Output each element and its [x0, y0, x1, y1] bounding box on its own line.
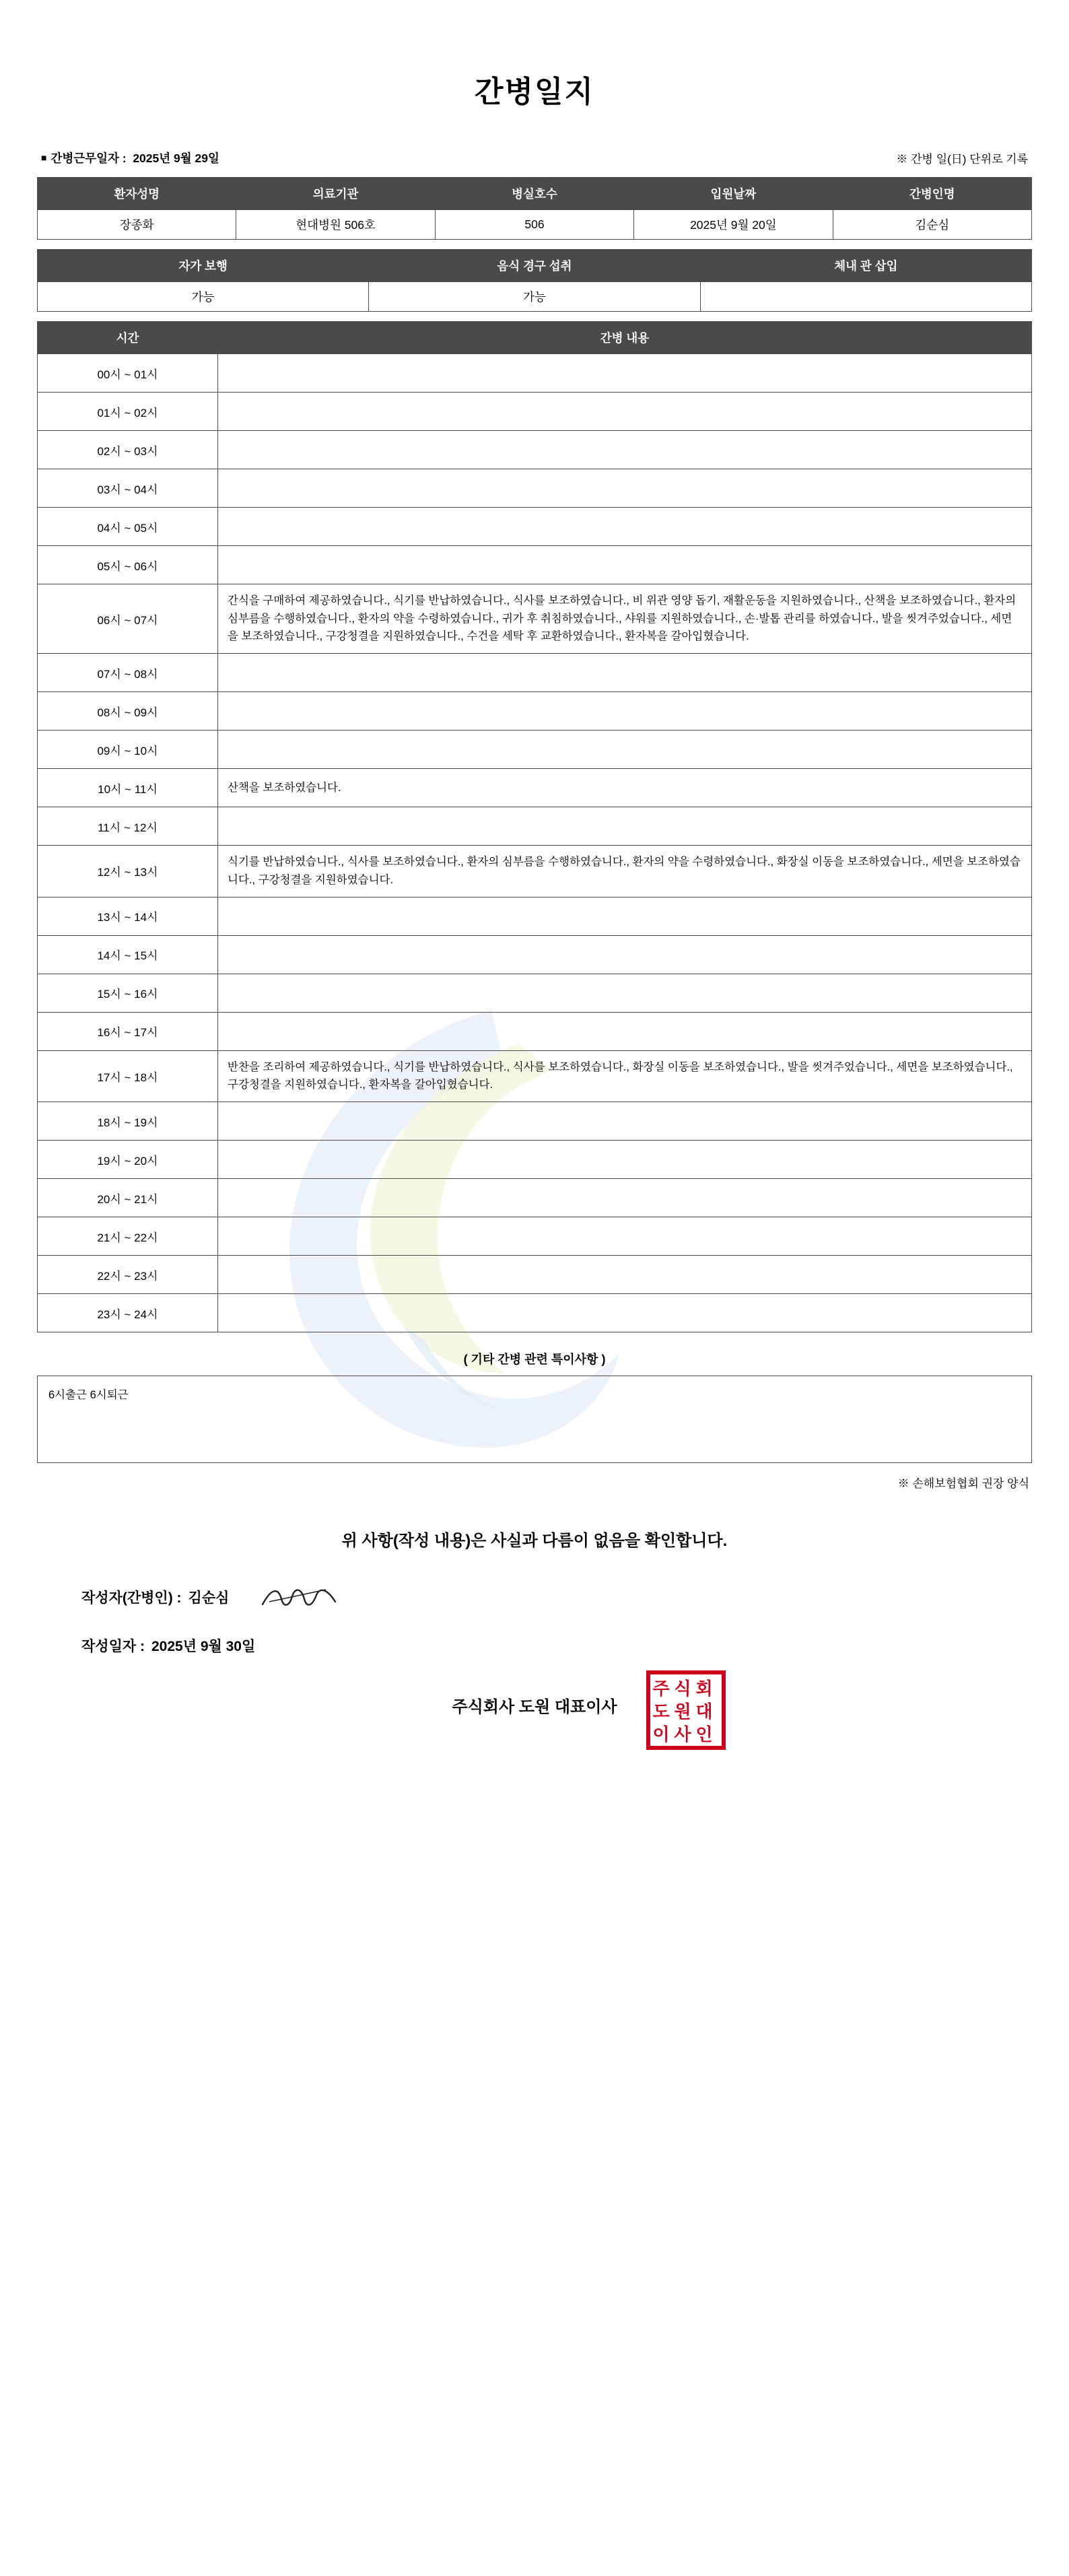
log-time: 21시 ~ 22시	[38, 1217, 218, 1256]
col-room: 병실호수	[435, 178, 633, 210]
log-content	[218, 897, 1032, 935]
log-content	[218, 1179, 1032, 1217]
table-row	[38, 250, 1032, 282]
log-time: 20시 ~ 21시	[38, 1179, 218, 1217]
form-source-note: ※ 손해보험협회 권장 양식	[897, 1477, 1029, 1491]
log-time: 11시 ~ 12시	[38, 807, 218, 846]
log-time: 12시 ~ 13시	[38, 846, 218, 897]
log-time: 16시 ~ 17시	[38, 1012, 218, 1050]
log-content: 산책을 보조하였습니다.	[218, 769, 1032, 807]
table-row	[38, 210, 1032, 240]
val-patient-name: 장종화	[38, 210, 236, 240]
log-time: 07시 ~ 08시	[38, 654, 218, 692]
etc-notes-box: 6시출근 6시퇴근	[37, 1376, 1032, 1463]
log-content	[218, 354, 1032, 393]
svg-text:회: 회	[695, 1679, 713, 1700]
work-date-value: 2025년 9월 29일	[133, 151, 219, 165]
work-date	[41, 149, 219, 166]
log-time: 05시 ~ 06시	[38, 546, 218, 584]
svg-text:이: 이	[652, 1725, 670, 1746]
table-row	[38, 431, 1032, 469]
log-time: 03시 ~ 04시	[38, 469, 218, 508]
table-row	[38, 731, 1032, 769]
log-time: 22시 ~ 23시	[38, 1256, 218, 1294]
patient-info-table	[37, 177, 1032, 240]
table-row	[38, 846, 1032, 897]
col-caregiver: 간병인명	[833, 178, 1031, 210]
val-self-walk: 가능	[38, 282, 369, 312]
table-row	[38, 654, 1032, 692]
table-row	[38, 1141, 1032, 1179]
date-value: 2025년 9월 30일	[151, 1639, 256, 1655]
svg-text:대: 대	[695, 1702, 713, 1723]
table-row	[38, 178, 1032, 210]
log-content: 반찬을 조리하여 제공하였습니다., 식기를 반납하였습니다., 식사를 보조하였습니다., 화장실 이동을 보조하였습니다., 발을 씻겨주었습니다., 세면을 보조하였습니다., 구강청결을 지원하였습니다., 환자복을 갈아입혔습니다.	[218, 1050, 1032, 1101]
table-row	[38, 1050, 1032, 1101]
meta-row	[37, 149, 1032, 166]
log-content	[218, 508, 1032, 546]
date-line	[81, 1635, 1032, 1656]
log-content	[218, 935, 1032, 974]
log-content	[218, 393, 1032, 431]
log-time: 14시 ~ 15시	[38, 935, 218, 974]
table-row	[38, 1256, 1032, 1294]
log-content	[218, 807, 1032, 846]
bullet-square-icon: ■	[41, 152, 47, 163]
log-content	[218, 1294, 1032, 1332]
log-time: 08시 ~ 09시	[38, 692, 218, 731]
log-content	[218, 654, 1032, 692]
col-self-walk: 자가 보행	[38, 250, 369, 282]
table-row	[38, 546, 1032, 584]
log-time: 01시 ~ 02시	[38, 393, 218, 431]
company-line	[37, 1679, 1032, 1746]
log-content	[218, 731, 1032, 769]
log-time: 00시 ~ 01시	[38, 354, 218, 393]
log-content	[218, 431, 1032, 469]
table-row	[38, 322, 1032, 354]
signature-icon	[258, 1582, 339, 1613]
table-row	[38, 354, 1032, 393]
val-admission-date: 2025년 9월 20일	[634, 210, 833, 240]
svg-text:식: 식	[674, 1679, 691, 1700]
col-tube-insertion: 체내 관 삽입	[700, 250, 1031, 282]
author-label: 작성자(간병인) :	[81, 1590, 182, 1606]
confirmation-statement: 위 사항(작성 내용)은 사실과 다름이 없음을 확인합니다.	[341, 1532, 728, 1551]
log-time: 18시 ~ 19시	[38, 1102, 218, 1141]
log-content	[218, 546, 1032, 584]
log-time: 15시 ~ 16시	[38, 974, 218, 1012]
table-row	[38, 1012, 1032, 1050]
author-value: 김순심	[188, 1590, 230, 1606]
company-seal-icon	[646, 1670, 726, 1750]
table-row	[38, 1294, 1032, 1332]
val-oral-intake: 가능	[369, 282, 700, 312]
table-row	[38, 282, 1032, 312]
log-time: 23시 ~ 24시	[38, 1294, 218, 1332]
table-row	[38, 935, 1032, 974]
table-row	[38, 508, 1032, 546]
val-hospital: 현대병원 506호	[236, 210, 435, 240]
log-content	[218, 692, 1032, 731]
log-time: 10시 ~ 11시	[38, 769, 218, 807]
care-status-table	[37, 249, 1032, 312]
log-time: 02시 ~ 03시	[38, 431, 218, 469]
table-row	[38, 769, 1032, 807]
col-admission-date: 입원날짜	[634, 178, 833, 210]
val-caregiver: 김순심	[833, 210, 1031, 240]
svg-text:원: 원	[674, 1702, 691, 1723]
svg-text:주: 주	[652, 1679, 670, 1700]
log-time: 17시 ~ 18시	[38, 1050, 218, 1101]
date-label: 작성일자 :	[81, 1639, 145, 1655]
log-content	[218, 1141, 1032, 1179]
table-row	[38, 974, 1032, 1012]
log-content	[218, 1256, 1032, 1294]
col-patient-name: 환자성명	[38, 178, 236, 210]
log-content: 식기를 반납하였습니다., 식사를 보조하였습니다., 환자의 심부름을 수행하였습니다., 환자의 약을 수령하였습니다., 화장실 이동을 보조하였습니다., 세면을 보조하였습니다., 구강청결을 지원하였습니다.	[218, 846, 1032, 897]
svg-text:도: 도	[652, 1702, 670, 1723]
log-content	[218, 1102, 1032, 1141]
table-row	[38, 584, 1032, 654]
table-row	[38, 1102, 1032, 1141]
table-row	[38, 1179, 1032, 1217]
table-row	[38, 393, 1032, 431]
log-time: 06시 ~ 07시	[38, 584, 218, 654]
table-row	[38, 1217, 1032, 1256]
log-content	[218, 1217, 1032, 1256]
svg-text:사: 사	[674, 1725, 691, 1746]
val-tube-insertion	[700, 282, 1031, 312]
log-content	[218, 469, 1032, 508]
page-title: 간병일지	[474, 75, 594, 108]
log-content: 간식을 구매하여 제공하였습니다., 식기를 반납하였습니다., 식사를 보조하였습니다., 비 위관 영양 돕기, 재활운동을 지원하였습니다., 산책을 보조하였습니다., 환자의 심부름을 수행하였습니다., 환자의 약을 수령하였습니다., 귀가 후 취침하였습니다., 샤워를 지원하였습니다., 손·발톱 관리를 하였습니다., 발을 씻겨주었습니다., 세면을 보조하였습니다., 구강청결을 지원하였습니다., 수건을 세탁 후 교환하였습니다., 환자복을 갈아입혔습니다.	[218, 584, 1032, 654]
val-room: 506	[435, 210, 633, 240]
log-content	[218, 1012, 1032, 1050]
etc-section-title: ( 기타 간병 관련 특이사항 )	[463, 1353, 606, 1367]
log-time: 09시 ~ 10시	[38, 731, 218, 769]
log-time: 04시 ~ 05시	[38, 508, 218, 546]
log-time: 19시 ~ 20시	[38, 1141, 218, 1179]
table-row	[38, 897, 1032, 935]
care-log-table	[37, 321, 1032, 1332]
log-content	[218, 974, 1032, 1012]
unit-note: ※ 간병 일(日) 단위로 기록	[896, 153, 1028, 166]
col-oral-intake: 음식 경구 섭취	[369, 250, 700, 282]
company-name: 주식회사 도원 대표이사	[452, 1698, 617, 1717]
table-row	[38, 692, 1032, 731]
log-time: 13시 ~ 14시	[38, 897, 218, 935]
col-hospital: 의료기관	[236, 178, 435, 210]
col-time: 시간	[38, 322, 218, 354]
table-row	[38, 469, 1032, 508]
author-line	[81, 1582, 1032, 1613]
svg-text:인: 인	[695, 1725, 713, 1746]
col-care-content: 간병 내용	[218, 322, 1032, 354]
table-row	[38, 807, 1032, 846]
work-date-label: 간병근무일자 :	[50, 151, 127, 165]
